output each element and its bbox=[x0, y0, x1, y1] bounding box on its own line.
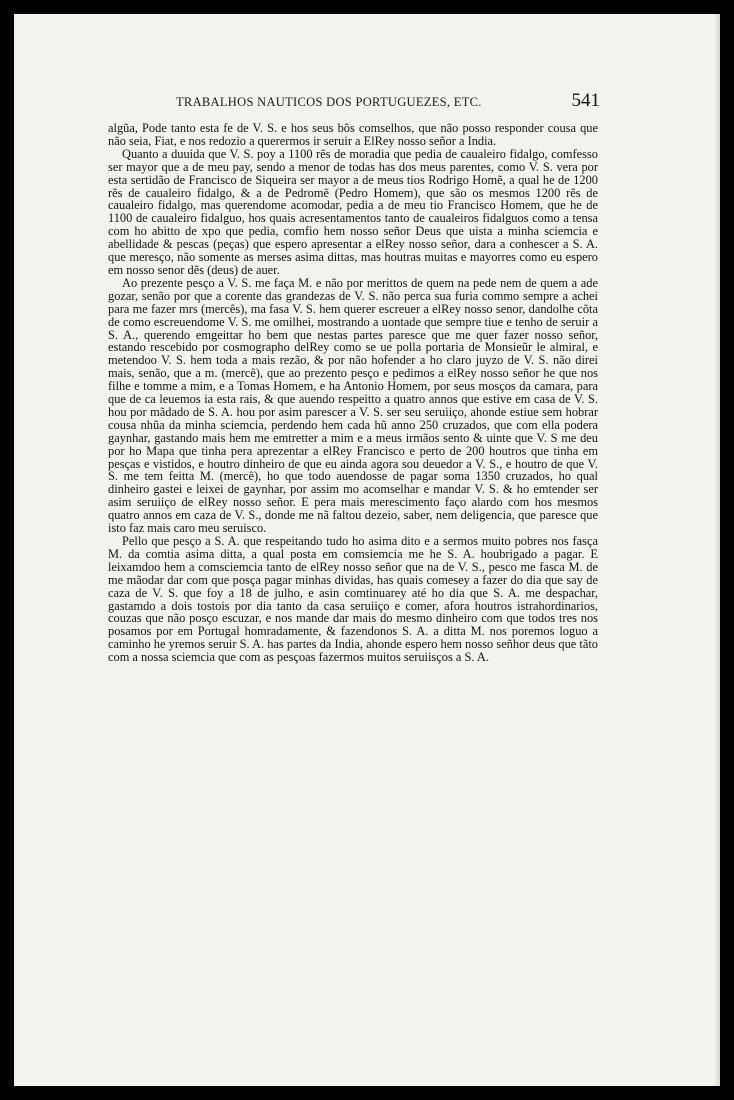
paragraph: Pello que pesço a S. A. que respeitando tudo ho asima dito e a sermos muito pobres nos fasça M. da comtia asima ditta, a qual posta em comsiemcia me he S. A. houbrigado a pagar. E leixamdoo hem a comsciemcia tanto de elRey nosso señor que na de V. S., pesco me fasca M. de me mãodar dar com que posça pagar minhas dividas, has quais comesey a fazer do dia que say de caza de V. S. que foy a 18 de julho, e asin comtinuarey até ho dia que S. A. me despachar, gastamdo a dois tostois por dia tanto da casa seruiiço e comer, afora houtros istrahordinarios, couzas que não posço escuzar, e nos mande dar mais do mesmo dinheiro com que todos tres nos posamos por em Portugal homradamente, & fazendonos S. A. a ditta M. nos poremos loguo a caminho he yremos seruir S. A. has partes da India, ahonde espero hem nosso señhor deus que tãto com a nossa sciemcia que com as pesçoas fazermos muitos seruiisços a S. A. bbox=[108, 534, 598, 665]
running-title: TRABALHOS NAUTICOS DOS PORTUGUEZES, ETC. bbox=[176, 95, 482, 109]
body-text bbox=[108, 122, 598, 664]
page-number: 541 bbox=[571, 90, 600, 111]
page-header bbox=[176, 82, 600, 116]
book-page bbox=[14, 14, 720, 1086]
page-edge-shadow bbox=[714, 14, 720, 1086]
paragraph: algũa, Pode tanto esta fe de V. S. e hos seus bõs comselhos, que não posso responder cousa que não seia, Fiat, e nos redozio a querermos ir seruir a ElRey nosso señor a India. bbox=[108, 121, 598, 148]
paragraph: Quanto a duuida que V. S. poy a 1100 rẽs de moradia que pedia de caualeiro fidalgo, comfesso ser mayor que a de meu pay, sendo a menor de todas has dos meus parentes, como V. S. vera por esta sertidão de Francisco de Siqueira ser mayor a de meus tios Rodrigo Homẽ, a qual he de 1200 rẽs de caualeiro fidalgo, & a de Pedromẽ (Pedro Homem), que são os mesmos 1200 rẽs de caualeiro fidalgo, mas querendome acomodar, pedia a de meu tio Francisco Homem, que he de 1100 de caualeiro fidalguo, hos quais acresentamentos tanto de caualeiros fidalguos como a tensa com ho abitto de xpo que pedia, comfio hem nosso señor Deus que uista a minha sciemcia e abellidade & pescas (peças) que espero apresentar a elRey nosso señor, dara a conhescer a S. A. que meresço, não somente as merses asima dittas, mas houtras muitas e mayorres como eu espero em nosso senor dẽs (deus) de auer. bbox=[108, 146, 598, 277]
paragraph: Ao prezente pesço a V. S. me faça M. e não por merittos de quem na pede nem de quem a ade gozar, senão por que a corente das grandezas de V. S. não perca sua furia commo sempre a achei para me fazer mrs (mercês), ma fasa V. S. hem querer escreuer a elRey nosso senor, dandolhe cõta de como escreuendome V. S. me omilhei, mostrando a uontade que sempre tiue e tenho de seruir a S. A., querendo emgeittar ho bem que nestas partes paresce que me quer fazer nosso señor, estando rescebido por cosmographo delRey como se ue polla portaria de Monsieũr le almiral, e metendoo V. S. hem toda a mais rezão, & por não hofender a ho claro juyzo de V. S. não direi mais, senão, que a m. (mercê), que ao prezento pesço e pedimos a elRey nosso señor he que nos filhe e tomme a mim, e a Tomas Homem, e ha Antonio Homem, por seus mosços da camara, para que de ca leuemos ia esta rais, & que auendo respeitto a quatro annos que estive em casa de V. S. hou por mãdado de S. A. hou por asim parescer a V. S. ser seu seruiiço, ahonde estiue sem hobrar cousa nhũa da minha sciemcia, perdendo hem cada hũ anno 250 cruzados, que com ella podera gaynhar, gastando mais hem me emtretter a mim e a meus irmãos sento & uinte que V. S me deu por ho Mapa que tinha pera aprezentar a elRey Francisco e perto de 200 houtros que tinha em pesças e vistidos, e houtro dinheiro de que eu ainda agora sou deuedor a V. S., e houtro de que V. S. me tem feitta M. (mercê), ho que todo auendosse de pagar soma 1350 cruzados, ho qual dinheiro gastei e leixei de gaynhar, por assim mo acomselhar e mandar V. S. & ho emtender ser asim seruiiço de elRey nosso señor. E pera mais merescimento faço alardo com hos mesmos quatro annos em caza de V. S., donde me nã faltou dezeio, saber, nem deligencia, que paresce que isto faz mais caro meu seruisco. bbox=[108, 275, 598, 536]
